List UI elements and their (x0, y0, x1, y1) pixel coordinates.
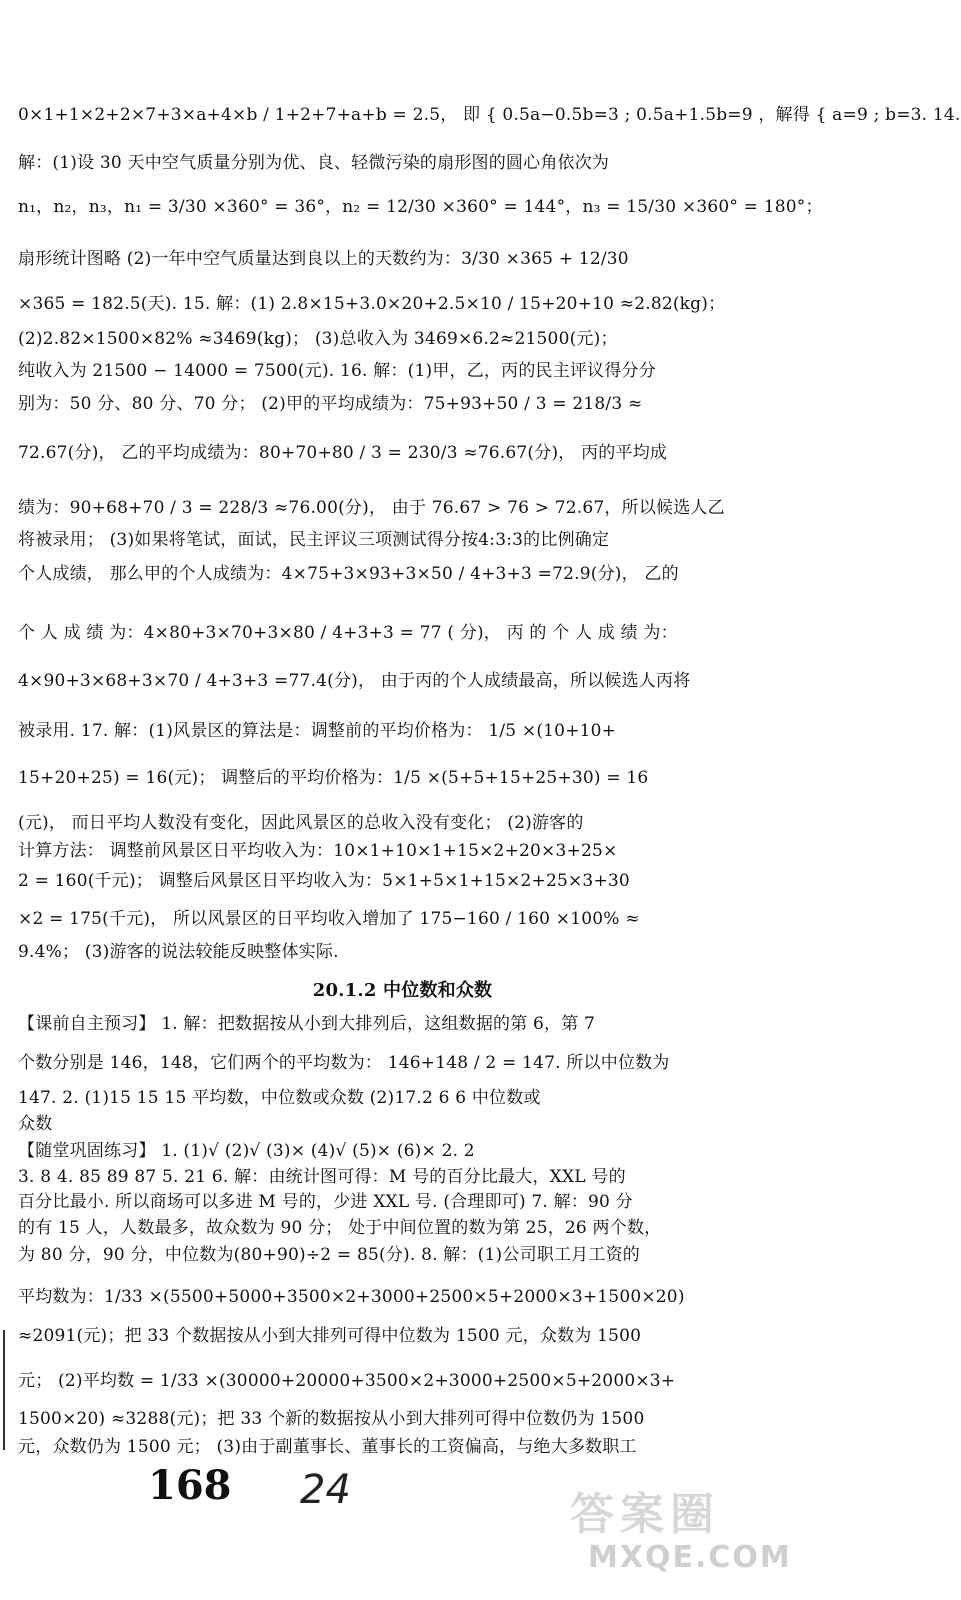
text-line: 计算方法： 调整前风景区日平均收入为：10×1+10×1+15×2+20×3+25× (18, 841, 618, 861)
text-line: ×2 = 175(千元)， 所以风景区的日平均收入增加了 175−160 / 160 ×100% ≈ (18, 909, 640, 929)
text-line: 众数 (18, 1114, 53, 1134)
text-line: n₁，n₂，n₃，n₁ = 3/30 ×360° = 36°，n₂ = 12/30 ×360° = 144°，n₃ = 15/30 ×360° = 180°； (18, 197, 823, 217)
text-line: 个人成绩， 那么甲的个人成绩为：4×75+3×93+3×50 / 4+3+3 =72.9(分)， 乙的 (18, 564, 679, 584)
text-line: ≈2091(元)；把 33 个数据按从小到大排列可得中位数为 1500 元，众数为 1500 (18, 1326, 642, 1346)
text-line: (2)2.82×1500×82% ≈3469(kg)； (3)总收入为 3469×6.2≈21500(元)； (18, 329, 618, 349)
text-line: 【随堂巩固练习】 1. (1)√ (2)√ (3)× (4)√ (5)× (6)× 2. 2 (18, 1141, 475, 1161)
watermark-url: MXQE.COM (588, 1540, 792, 1575)
text-line: 个数分别是 146，148，它们两个的平均数为： 146+148 / 2 = 147. 所以中位数为 (18, 1053, 670, 1073)
text-line: 2 = 160(千元)； 调整后风景区日平均收入为：5×1+5×1+15×2+25×3+30 (18, 871, 630, 891)
text-line: 绩为：90+68+70 / 3 = 228/3 ≈76.00(分)， 由于 76.67 > 76 > 72.67，所以候选人乙 (18, 498, 725, 518)
text-line: ×365 = 182.5(天). 15. 解：(1) 2.8×15+3.0×20+2.5×10 / 15+20+10 ≈2.82(kg)； (18, 294, 726, 314)
text-line: 为 80 分，90 分，中位数为(80+90)÷2 = 85(分). 8. 解：(1)公司职工月工资的 (18, 1245, 640, 1265)
text-line: 15+20+25) = 16(元)； 调整后的平均价格为：1/5 ×(5+5+15+25+30) = 16 (18, 768, 649, 788)
text-line: 个 人 成 绩 为：4×80+3×70+3×80 / 4+3+3 = 77 ( 分)， 丙 的 个 人 成 绩 为： (18, 623, 678, 643)
text-line: 解：(1)设 30 天中空气质量分别为优、良、轻微污染的扇形图的圆心角依次为 (18, 153, 610, 173)
text-line: 元，众数仍为 1500 元； (3)由于副董事长、董事长的工资偏高，与绝大多数职工 (18, 1437, 637, 1457)
watermark-text: 答案圈 (570, 1489, 720, 1540)
text-line: 72.67(分)， 乙的平均成绩为：80+70+80 / 3 = 230/3 ≈76.67(分)， 丙的平均成 (18, 443, 668, 463)
text-line: 0×1+1×2+2×7+3×a+4×b / 1+2+7+a+b = 2.5， 即 { 0.5a−0.5b=3 ; 0.5a+1.5b=9 ，解得 { a=9 ; b=3. 14. (18, 105, 961, 125)
text-line: 的有 15 人，人数最多，故众数为 90 分； 处于中间位置的数为第 25，26 两个数， (18, 1218, 662, 1238)
text-line: 将被录用； (3)如果将笔试，面试，民主评议三项测试得分按4:3:3的比例确定 (18, 530, 610, 550)
text-line: (元)， 而日平均人数没有变化，因此风景区的总收入没有变化； (2)游客的 (18, 813, 584, 833)
text-line: 元； (2)平均数 = 1/33 ×(30000+20000+3500×2+3000+2500×5+2000×3+ (18, 1371, 676, 1391)
text-line: 3. 8 4. 85 89 87 5. 21 6. 解：由统计图可得：M 号的百分比最大，XXL 号的 (18, 1167, 626, 1187)
margin-rule (3, 1330, 5, 1450)
text-line: 【课前自主预习】 1. 解：把数据按从小到大排列后，这组数据的第 6，第 7 (18, 1014, 596, 1034)
text-line: 4×90+3×68+3×70 / 4+3+3 =77.4(分)， 由于丙的个人成绩最高，所以候选人丙将 (18, 671, 691, 691)
text-line: 1500×20) ≈3288(元)；把 33 个新的数据按从小到大排列可得中位数仍为 1500 (18, 1409, 645, 1429)
page-number: 168 (148, 1462, 232, 1509)
watermark-logo (570, 1478, 795, 1588)
handwritten-note: 24 (300, 1467, 351, 1513)
text-line: 147. 2. (1)15 15 15 平均数，中位数或众数 (2)17.2 6 6 中位数或 (18, 1088, 541, 1108)
text-line: 扇形统计图略 (2)一年中空气质量达到良以上的天数约为：3/30 ×365 + 12/30 (18, 249, 629, 269)
text-line: 平均数为：1/33 ×(5500+5000+3500×2+3000+2500×5+2000×3+1500×20) (18, 1287, 685, 1307)
text-line: 9.4%； (3)游客的说法较能反映整体实际. (18, 942, 339, 962)
section-title: 20.1.2 中位数和众数 (312, 980, 493, 1001)
text-line: 百分比最小. 所以商场可以多进 M 号的，少进 XXL 号. (合理即可) 7. 解：90 分 (18, 1192, 633, 1212)
text-line: 纯收入为 21500 − 14000 = 7500(元). 16. 解：(1)甲，乙，丙的民主评议得分分 (18, 361, 656, 381)
text-line: 被录用. 17. 解：(1)风景区的算法是：调整前的平均价格为： 1/5 ×(10+10+ (18, 721, 617, 741)
text-line: 别为：50 分、80 分、70 分； (2)甲的平均成绩为：75+93+50 / 3 = 218/3 ≈ (18, 394, 643, 414)
